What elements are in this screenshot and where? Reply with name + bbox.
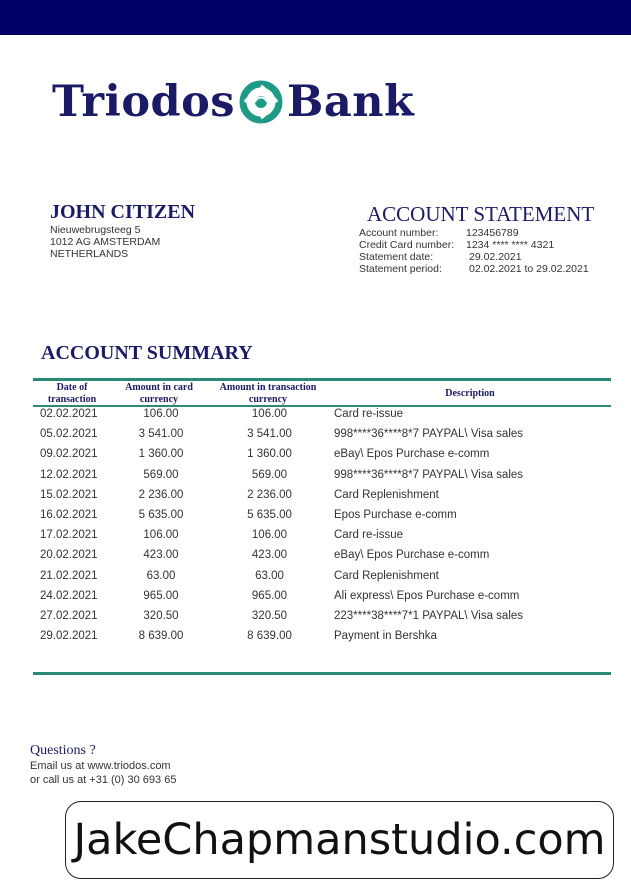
table-row: [0, 408, 631, 428]
amount-card-currency: 2 236.00: [138, 488, 184, 501]
table-row: [0, 570, 631, 590]
amount-card-currency: 63.00: [146, 569, 176, 582]
transaction-date: 05.02.2021: [40, 428, 98, 441]
transaction-date: 15.02.2021: [40, 488, 98, 501]
table-row: [0, 448, 631, 468]
amount-transaction-currency: 8 639.00: [247, 630, 292, 643]
amount-card-currency: 3 541.00: [138, 428, 184, 441]
amount-transaction-currency: 106.00: [251, 408, 288, 420]
table-row: [0, 509, 631, 529]
amount-card-currency: 569.00: [143, 468, 179, 481]
amount-transaction-currency: 1 360.00: [247, 448, 292, 461]
statement-field-value: 29.02.2021: [469, 251, 522, 263]
statement-field: [359, 263, 589, 275]
statement-field-label: Account number:: [359, 227, 439, 239]
statement-field-value: 02.02.2021 to 29.02.2021: [469, 263, 589, 275]
transaction-description: Card re-issue: [334, 408, 404, 420]
customer-address-line: NETHERLANDS: [50, 248, 129, 260]
transaction-description: Card re-issue: [334, 529, 404, 542]
table-row: [0, 610, 631, 630]
table-top-rule: [33, 378, 611, 381]
transaction-date: 02.02.2021: [40, 408, 98, 420]
amount-card-currency: 320.50: [143, 610, 179, 622]
transaction-date: 09.02.2021: [40, 448, 98, 461]
amount-transaction-currency: 423.00: [251, 549, 288, 562]
logo-text-bank: Bank: [287, 77, 415, 127]
statement-field: [359, 239, 554, 251]
table-row: [0, 529, 631, 549]
transaction-description: 223****38****7*1 PAYPAL\ Visa sales: [334, 610, 524, 622]
amount-card-currency: 106.00: [143, 529, 179, 542]
amount-card-currency: 1 360.00: [138, 448, 184, 461]
amount-transaction-currency: 3 541.00: [247, 428, 292, 441]
header-description: Description: [445, 388, 495, 399]
watermark-banner: JakeChapmanstudio.com: [65, 801, 614, 879]
statement-field-value: 123456789: [466, 227, 519, 239]
transaction-date: 27.02.2021: [40, 610, 98, 622]
transaction-date: 17.02.2021: [40, 529, 98, 542]
transaction-description: Card Replenishment: [334, 488, 439, 501]
transaction-date: 20.02.2021: [40, 549, 98, 562]
table-bottom-rule: [33, 672, 611, 675]
triodos-knot-icon: [239, 80, 283, 124]
transaction-description: eBay\ Epos Purchase e-comm: [334, 448, 490, 461]
customer-name: JOHN CITIZEN: [50, 201, 196, 223]
transaction-date: 24.02.2021: [40, 589, 98, 602]
top-banner: [0, 0, 631, 35]
amount-card-currency: 106.00: [143, 408, 179, 420]
table-header-rule: [33, 405, 611, 407]
statement-field: [359, 251, 522, 263]
transaction-date: 29.02.2021: [40, 630, 98, 643]
statement-field: [359, 227, 519, 239]
amount-card-currency: 965.00: [143, 589, 179, 602]
contact-phone-line: or call us at +31 (0) 30 693 65: [30, 774, 177, 786]
table-row: [0, 469, 631, 489]
table-row: [0, 590, 631, 610]
amount-card-currency: 5 635.00: [138, 509, 184, 521]
table-row: [0, 630, 631, 650]
amount-transaction-currency: 5 635.00: [247, 509, 292, 521]
amount-transaction-currency: 2 236.00: [247, 488, 292, 501]
transaction-date: 16.02.2021: [40, 509, 98, 521]
transaction-description: Epos Purchase e-comm: [334, 509, 457, 521]
table-row: [0, 489, 631, 509]
transaction-date: 21.02.2021: [40, 569, 98, 582]
header-amount-card: Amount in card currency: [125, 382, 193, 405]
table-row: [0, 428, 631, 448]
amount-transaction-currency: 320.50: [251, 610, 288, 622]
header-amount-transaction: Amount in transaction currency: [219, 382, 317, 405]
questions-heading: Questions ?: [30, 743, 96, 758]
amount-transaction-currency: 106.00: [251, 529, 288, 542]
amount-transaction-currency: 569.00: [251, 468, 288, 481]
table-row: [0, 549, 631, 569]
amount-transaction-currency: 63.00: [255, 569, 284, 582]
logo-text-triodos: Triodos: [52, 77, 235, 127]
statement-field-label: Statement date:: [359, 251, 434, 263]
transaction-description: Ali express\ Epos Purchase e-comm: [334, 589, 520, 602]
header-date: Date of transaction: [47, 382, 97, 405]
amount-card-currency: 423.00: [143, 549, 179, 562]
transaction-description: Payment in Bershka: [334, 630, 437, 643]
customer-address-line: Nieuwebrugsteeg 5: [50, 224, 141, 236]
customer-address-line: 1012 AG AMSTERDAM: [50, 236, 161, 248]
transaction-description: 998****36****8*7 PAYPAL\ Visa sales: [334, 428, 524, 441]
transaction-description: eBay\ Epos Purchase e-comm: [334, 549, 490, 562]
statement-title: ACCOUNT STATEMENT: [367, 202, 595, 226]
triodos-logo: [52, 74, 414, 130]
transaction-description: Card Replenishment: [334, 569, 439, 582]
account-summary-title: ACCOUNT SUMMARY: [41, 342, 253, 364]
amount-card-currency: 8 639.00: [138, 630, 184, 643]
statement-field-label: Statement period:: [359, 263, 442, 275]
statement-field-value: 1234 **** **** 4321: [466, 239, 555, 251]
statement-field-label: Credit Card number:: [359, 239, 455, 251]
transaction-description: 998****36****8*7 PAYPAL\ Visa sales: [334, 468, 524, 481]
transaction-date: 12.02.2021: [40, 468, 98, 481]
contact-email-line: Email us at www.triodos.com: [30, 760, 171, 772]
amount-transaction-currency: 965.00: [251, 589, 288, 602]
